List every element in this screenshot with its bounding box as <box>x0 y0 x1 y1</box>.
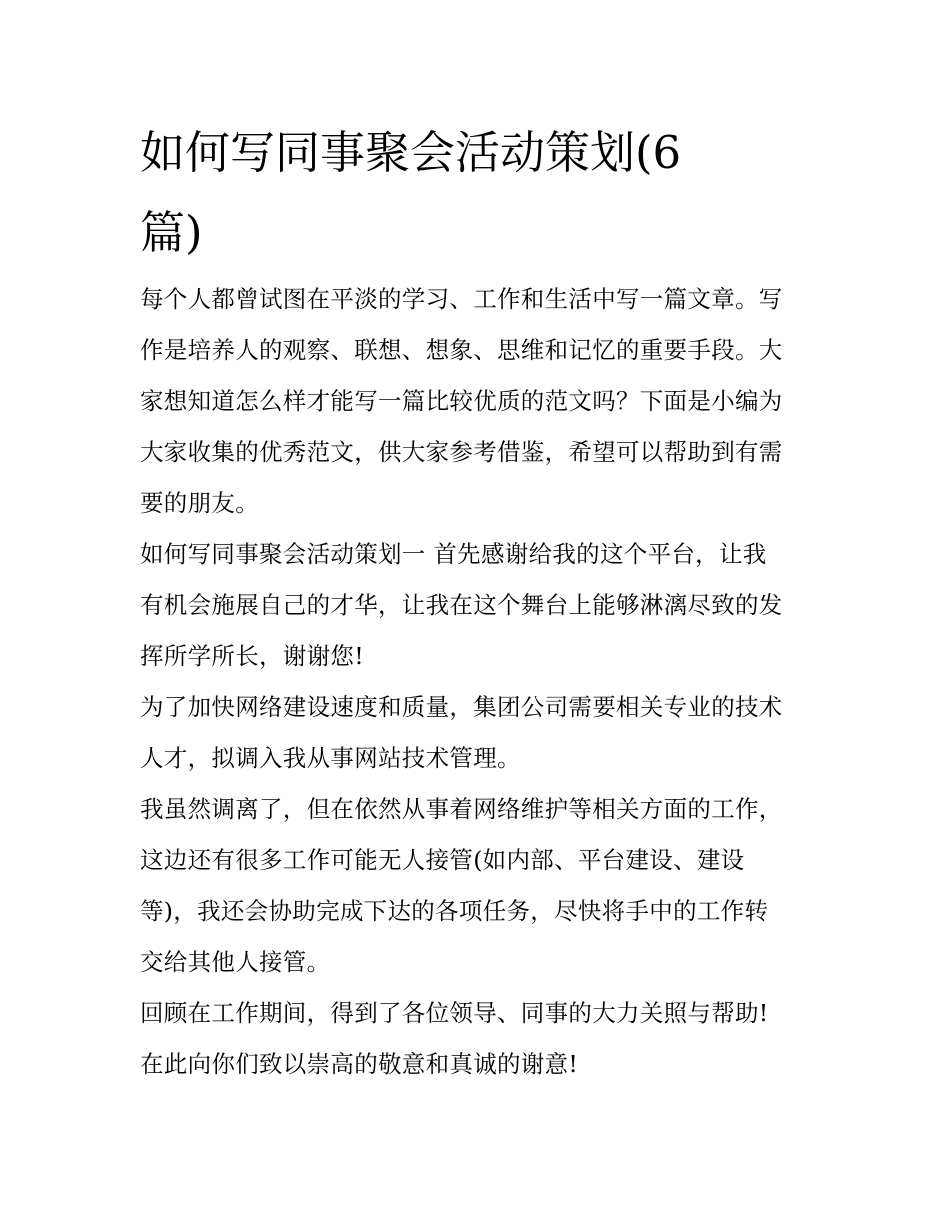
text-line: 回顾在工作期间，得到了各位领导、同事的大力关照与帮助! <box>140 999 769 1027</box>
document-body <box>140 274 820 1090</box>
paragraph-review <box>140 988 820 1039</box>
title-line-2: 篇) <box>140 206 203 259</box>
text-line: 大家收集的优秀范文，供大家参考借鉴，希望可以帮助到有需 <box>140 438 783 466</box>
text-line: 作是培养人的观察、联想、想象、思维和记忆的重要手段。大 <box>140 336 783 364</box>
paragraph-closing <box>140 1039 820 1090</box>
text-line: 如何写同事聚会活动策划一 首先感谢给我的这个平台，让我 <box>140 540 767 568</box>
text-line: 交给其他人接管。 <box>140 948 331 976</box>
text-line: 家想知道怎么样才能写一篇比较优质的范文吗？下面是小编为 <box>140 387 783 415</box>
paragraph-intro <box>140 274 820 529</box>
text-line: 我虽然调离了，但在依然从事着网络维护等相关方面的工作， <box>140 795 783 823</box>
text-line: 人才，拟调入我从事网站技术管理。 <box>140 744 521 772</box>
text-line: 挥所学所长，谢谢您! <box>140 642 364 670</box>
paragraph-handover <box>140 784 820 988</box>
text-line: 等)，我还会协助完成下达的各项任务，尽快将手中的工作转 <box>140 897 769 925</box>
text-line: 每个人都曾试图在平淡的学习、工作和生活中写一篇文章。写 <box>140 285 783 313</box>
text-line: 这边还有很多工作可能无人接管(如内部、平台建设、建设 <box>140 846 745 874</box>
title-line-1: 如何写同事聚会活动策划(6 <box>140 126 682 179</box>
text-line: 为了加快网络建设速度和质量，集团公司需要相关专业的技术 <box>140 693 783 721</box>
text-line: 有机会施展自己的才华，让我在这个舞台上能够淋漓尽致的发 <box>140 591 783 619</box>
text-line: 要的朋友。 <box>140 489 259 517</box>
text-line: 在此向你们致以崇高的敬意和真诚的谢意! <box>140 1050 579 1078</box>
document-title <box>140 113 760 273</box>
paragraph-reason <box>140 682 820 784</box>
paragraph-thanks <box>140 529 820 682</box>
